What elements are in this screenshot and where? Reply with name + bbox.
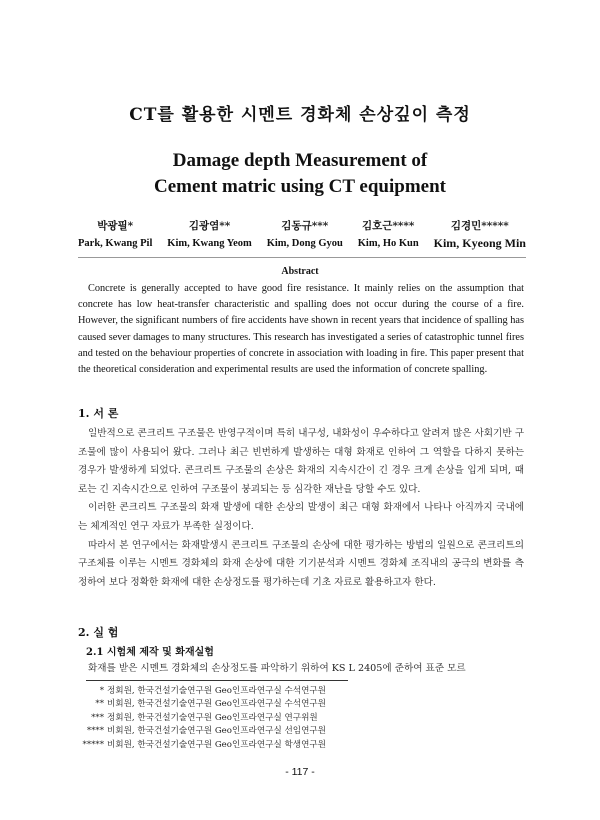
author-english-name: Kim, Dong Gyou — [266, 238, 343, 249]
footnote — [60, 725, 460, 738]
english-title-line-1: Damage depth Measurement of — [172, 150, 428, 171]
footnote-divider — [86, 680, 348, 681]
author-english-name: Kim, Kyeong Min — [433, 236, 526, 250]
paragraph: 이러한 콘크리트 구조물의 화재 발생에 대한 손상의 발생이 최근 대형 화재에서 나타나 아직까지 국내에는 체계적인 연구 자료가 부족한 실정이다. — [78, 502, 524, 532]
footnote-text: 비회원, 한국건설기술연구원 Geo인프라연구실 수석연구원 — [107, 699, 326, 710]
section-1-heading: 1. 서 론 — [78, 407, 119, 420]
footnotes — [60, 685, 460, 752]
footnote — [60, 685, 460, 698]
korean-title: CT를 활용한 시멘트 경화체 손상깊이 측정 — [129, 105, 471, 125]
footnote-mark: ** — [95, 699, 104, 710]
author-english-name: Kim, Ho Kun — [357, 238, 419, 249]
abstract-text: Concrete is generally accepted to have good fire resistance. It mainly relies on the assumption that concrete has low heat-transfer characteristic and spalling does not occur during the course of a fire. However, the significant numbers of fire accidents have shown in recent years that incidence of spalling has caused sever damages to many structures. This research has investigated a series of catastrophic tunnel fires and tested on the behaviour properties of concrete in association with loading in fire. This paper present that the theoretical consideration and experimental results are used the information of concrete spalling. — [78, 283, 524, 376]
footnote-mark: **** — [86, 726, 104, 737]
author-korean-name: 김동규*** — [281, 220, 329, 232]
english-title — [0, 148, 600, 200]
author-2 — [167, 218, 251, 252]
author-korean-name: 김호근**** — [362, 220, 415, 232]
author-korean-name: 김경민***** — [450, 220, 509, 232]
author-english-name: Park, Kwang Pil — [78, 238, 153, 249]
author-list — [78, 218, 526, 252]
english-title-line-2: Cement matric using CT equipment — [153, 176, 447, 197]
author-1 — [78, 218, 152, 252]
author-korean-name: 김광염** — [188, 220, 231, 232]
paragraph: 따라서 본 연구에서는 화재발생시 콘크리트 구조물의 손상에 대한 평가하는 방법의 일원으로 콘크리트의 구조체를 이루는 시멘트 경화체의 화재 손상에 대한 기기분석과 시멘트 경화체 조직내의 공극의 변화를 측정하여 보다 정확한 화재에 대한 손상정도를 평가하는데 기초 자료로 활용하고자 한다. — [78, 539, 524, 588]
subsection-2-1-heading: 2.1 시험체 제작 및 화재실험 — [86, 647, 214, 658]
footnote — [60, 739, 460, 752]
author-english-name: Kim, Kwang Yeom — [167, 238, 252, 249]
footnote-mark: *** — [91, 712, 104, 723]
footnote — [60, 712, 460, 725]
page-number: - 117 - — [285, 766, 315, 778]
footnote-mark: * — [99, 686, 104, 696]
paragraph: 일반적으로 콘크리트 구조물은 반영구적이며 특히 내구성, 내화성이 우수하다고 알려져 많은 사회기반 구조물에 많이 사용되어 왔다. 그러나 최근 빈번하게 발생하는 대형 화재로 인하여 그 역할을 다하지 못하는 경우가 발생하게 되었다. 콘크리트 구조물의 손상은 화재의 지속시간이 긴 경우 크게 손상을 입게 되며, 때로는 긴 지속시간으로 인하여 구조물이 붕괴되는 등 심각한 재난을 당할 수도 있다. — [78, 428, 524, 495]
section-2-body: 화재를 받은 시멘트 경화체의 손상정도를 파악하기 위하여 KS L 2405에 준하여 표준 모르 — [88, 663, 466, 674]
section-2-heading: 2. 실 험 — [78, 626, 119, 639]
section-1-body — [78, 425, 524, 592]
author-korean-name: 박광필* — [97, 220, 134, 232]
author-divider — [78, 257, 526, 258]
author-4 — [358, 218, 419, 252]
abstract-heading: Abstract — [281, 266, 319, 277]
footnote-text: 비회원, 한국건설기술연구원 Geo인프라연구실 학생연구원 — [107, 739, 326, 750]
footnote-text: 정회원, 한국건설기술연구원 Geo인프라연구실 수석연구원 — [107, 686, 326, 696]
footnote-text: 비회원, 한국건설기술연구원 Geo인프라연구실 선임연구원 — [107, 726, 326, 737]
footnote-mark: ***** — [82, 739, 104, 750]
author-3 — [267, 218, 343, 252]
footnote — [60, 698, 460, 711]
footnote-text: 정회원, 한국건설기술연구원 Geo인프라연구실 연구위원 — [107, 712, 318, 723]
author-5 — [434, 218, 526, 252]
